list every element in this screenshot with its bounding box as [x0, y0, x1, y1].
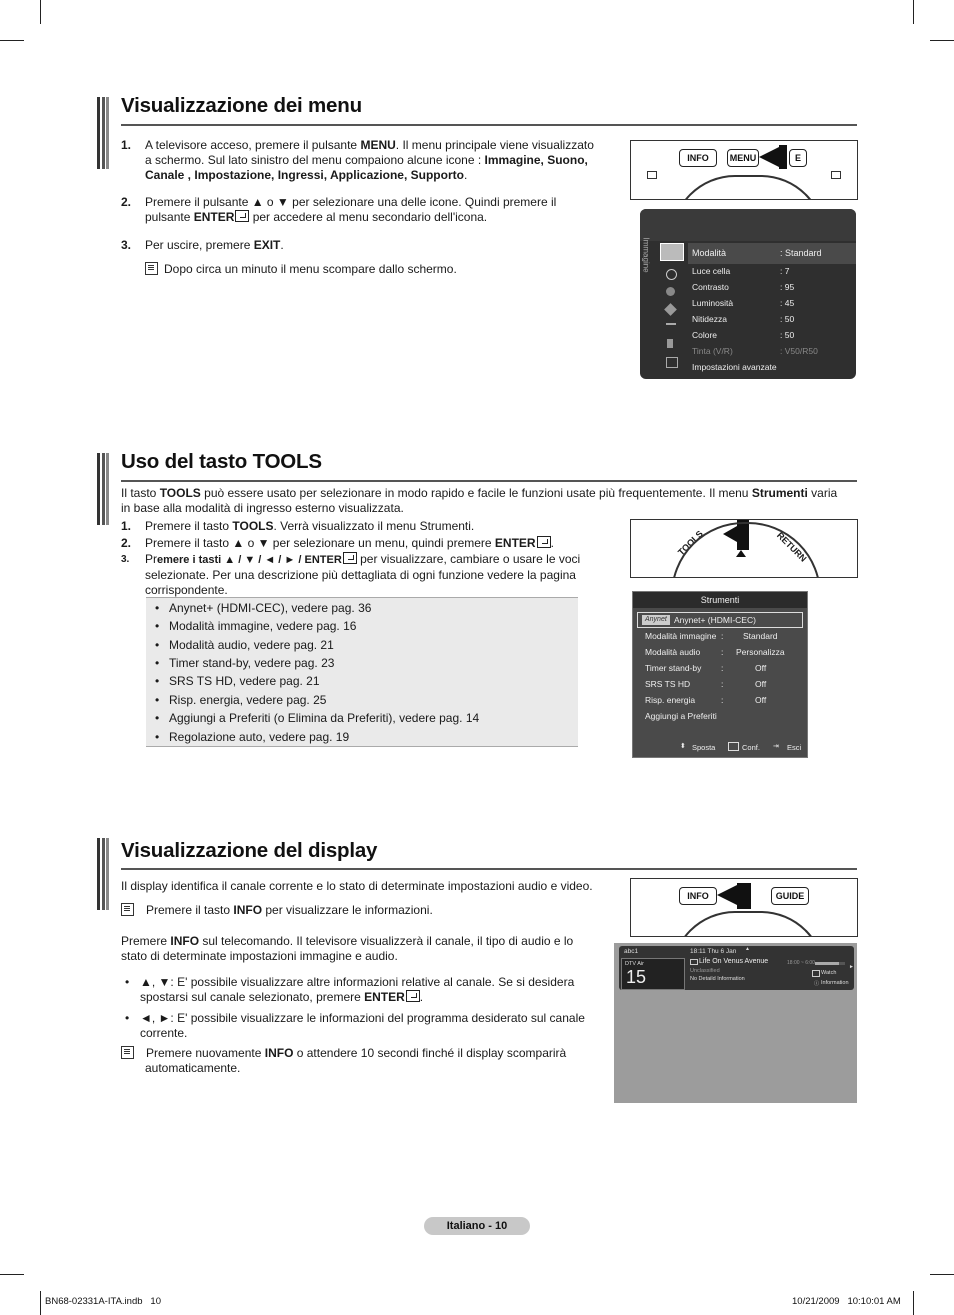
enter-icon [406, 990, 420, 1002]
remote-illustration [630, 519, 858, 578]
osd-row: Nitidezza : 50 [692, 314, 795, 324]
menu-button: MENU [727, 149, 759, 167]
step: 3. Premere i tasti ▲ / ▼ / ◄ / ► / ENTER per visualizzare, cambiare o usare le voci selezionate. Per una descrizione più dettagliata di ogni funzione vedere la pagina corrispondente. [121, 552, 581, 597]
osd-side-label: Immagine [641, 237, 651, 273]
note: Premere nuovamente INFO o attendere 10 secondi finché il display scomparirà automaticamente. [121, 1046, 611, 1076]
section-title: Visualizzazione del display [121, 839, 378, 862]
section-marker [97, 453, 109, 525]
tools-row[interactable]: Aggiungi a Preferiti [645, 711, 717, 721]
picture-menu-osd [640, 209, 856, 379]
crop-mark [0, 40, 24, 41]
exit-icon: ⇥ [773, 743, 779, 750]
tip: Premere il tasto INFO per visualizzare le informazioni. [121, 903, 611, 918]
crop-mark [40, 0, 41, 24]
crop-mark [930, 1274, 954, 1275]
info-button: INFO [679, 887, 717, 905]
step: 2. Premere il tasto ▲ o ▼ per selezionare un menu, quindi premere ENTER . [121, 536, 554, 550]
section-title: Uso del tasto TOOLS [121, 450, 322, 473]
pointer-icon [717, 885, 737, 905]
sound-icon [666, 269, 677, 280]
osd-row: Luminosità : 45 [692, 298, 795, 308]
footer-file: BN68-02331A-ITA.indb 10 [45, 1296, 162, 1307]
tip-icon [121, 903, 134, 916]
tools-row[interactable]: Modalità immagine : Standard [645, 631, 778, 641]
osd-row: Contrasto : 95 [692, 282, 795, 292]
remote-arc [671, 911, 825, 937]
tools-button: TOOLS [675, 528, 705, 558]
step: 1. Premere il tasto TOOLS. Verrà visualizzato il menu Strumenti. [121, 519, 475, 533]
enter-icon [537, 536, 551, 548]
osd-row-selected: Modalità : Standard [688, 243, 856, 264]
right-arrow-icon: ► [849, 964, 854, 970]
crop-mark [0, 1274, 24, 1275]
info-button: INFO [679, 149, 717, 167]
footer-date: 10/21/2009 10:10:01 AM [792, 1296, 901, 1307]
setup-icon [664, 303, 677, 316]
pointer-icon [737, 883, 751, 909]
small-key-icon [831, 171, 841, 179]
support-icon [666, 357, 678, 368]
tools-row[interactable]: Timer stand-by : Off [645, 663, 767, 673]
pointer-icon [759, 147, 779, 167]
guide-button: GUIDE [771, 887, 809, 905]
up-arrow-icon: ▲ [745, 946, 750, 952]
section-title: Visualizzazione dei menu [121, 94, 362, 117]
section-rule [121, 868, 857, 870]
note-icon [145, 262, 158, 275]
bullet: • ▲, ▼: E' possibile visualizzare altre informazioni relative al canale. Se si desidera spostarsi sul canale selezionato, premere ENTER . [125, 975, 575, 1004]
tools-title: Strumenti [633, 592, 807, 608]
paragraph: Premere INFO sul telecomando. Il televisore visualizzerà il canale, il tipo di audio e lo stato di determinate impostazioni immagine e audio. [121, 934, 574, 963]
section-rule [121, 124, 857, 126]
bullet: • ◄, ►: E' possibile visualizzare le informazioni del programma desiderato sul canale corrente. [125, 1011, 585, 1040]
remote-illustration [630, 878, 858, 937]
step: 2. Premere il pulsante ▲ o ▼ per selezionare una delle icone. Quindi premere il pulsante ENTER per accedere al menu secondario dell'icona. [121, 195, 557, 224]
section-marker [97, 838, 109, 910]
osd-header [640, 209, 856, 241]
tv-icon [690, 959, 698, 965]
crop-mark [930, 40, 954, 41]
info-icon: ⓘ [814, 981, 820, 987]
section-rule [121, 480, 857, 482]
info-banner: abc1 DTV Air 15 18:11 Thu 6 Jan ▲ Life On Venus Avenue Unclassified No Detaild Information 18:00 ~ 6:00 Watch ⓘ Information ► [619, 946, 854, 990]
exit-button: E [789, 149, 807, 167]
crop-mark [913, 0, 914, 24]
tools-menu-osd [632, 591, 808, 758]
channel-box: DTV Air 15 [621, 958, 685, 990]
osd-icon-column [660, 243, 682, 373]
osd-row: Colore : 50 [692, 330, 795, 340]
note-icon [121, 1046, 134, 1059]
step: 3. Per uscire, premere EXIT. [121, 238, 284, 252]
tools-row[interactable]: Modalità audio : Personalizza [645, 647, 785, 657]
osd-row: Impostazioni avanzate [692, 362, 777, 372]
channel-icon [666, 287, 675, 296]
page-number: Italiano - 10 [424, 1217, 530, 1235]
remote-arc [671, 522, 821, 578]
tools-row[interactable]: Risp. energia : Off [645, 695, 767, 705]
enter-icon [343, 552, 357, 564]
anynet-row[interactable]: Anynet Anynet+ (HDMI-CEC) [637, 612, 803, 628]
move-icon: ⬍ [680, 743, 686, 750]
osd-row: Luce cella : 7 [692, 266, 790, 276]
pointer-icon [779, 145, 787, 169]
osd-row-disabled: Tinta (V/R) : V50/R50 [692, 346, 818, 356]
tools-footer: ⬍ Sposta Conf. ⇥ Esci [680, 743, 802, 752]
note: Dopo circa un minuto il menu scompare dallo schermo. [145, 262, 605, 277]
picture-icon [660, 243, 684, 261]
progress-bar [815, 962, 845, 965]
remote-illustration [630, 140, 858, 200]
enter-icon [812, 970, 820, 977]
section-marker [97, 97, 109, 169]
info-display-screen [614, 943, 857, 1103]
enter-icon [235, 210, 249, 222]
step: 1. A televisore acceso, premere il pulsante MENU. Il menu principale viene visualizzato a schermo. Sul lato sinistro del menu compaiono alcune icone : Immagine, Suono, Canale , Impostazione, Ingressi, Applicazione, Supporto. [121, 138, 594, 182]
tools-row[interactable]: SRS TS HD : Off [645, 679, 767, 689]
anynet-logo: Anynet [642, 615, 670, 625]
intro-paragraph: Il tasto TOOLS può essere usato per selezionare in modo rapido e facile le funzioni usate più frequentemente. Il menu Strumenti varia in base alla modalità di ingresso esterno visualizzata. [121, 486, 838, 515]
application-icon [667, 339, 673, 348]
return-button: RETURN [774, 530, 809, 564]
crop-mark [913, 1291, 914, 1315]
crop-mark [40, 1291, 41, 1315]
input-icon [666, 323, 676, 333]
small-key-icon [647, 171, 657, 179]
paragraph: Il display identifica il canale corrente e lo stato di determinate impostazioni audio e video. [121, 879, 593, 893]
remote-arc [671, 175, 825, 200]
enter-icon [728, 742, 739, 751]
feature-list: Anynet+ (HDMI-CEC), vedere pag. 36 Modalità immagine, vedere pag. 16 Modalità audio, vedere pag. 21 Timer stand-by, vedere pag. 23 SRS TS HD, vedere pag. 21 Risp. energia, vedere pag. 25 Aggiungi a Preferiti (o Elimina da Preferiti), vedere pag. 14 Regolazione auto, vedere pag. 19 [146, 597, 578, 747]
